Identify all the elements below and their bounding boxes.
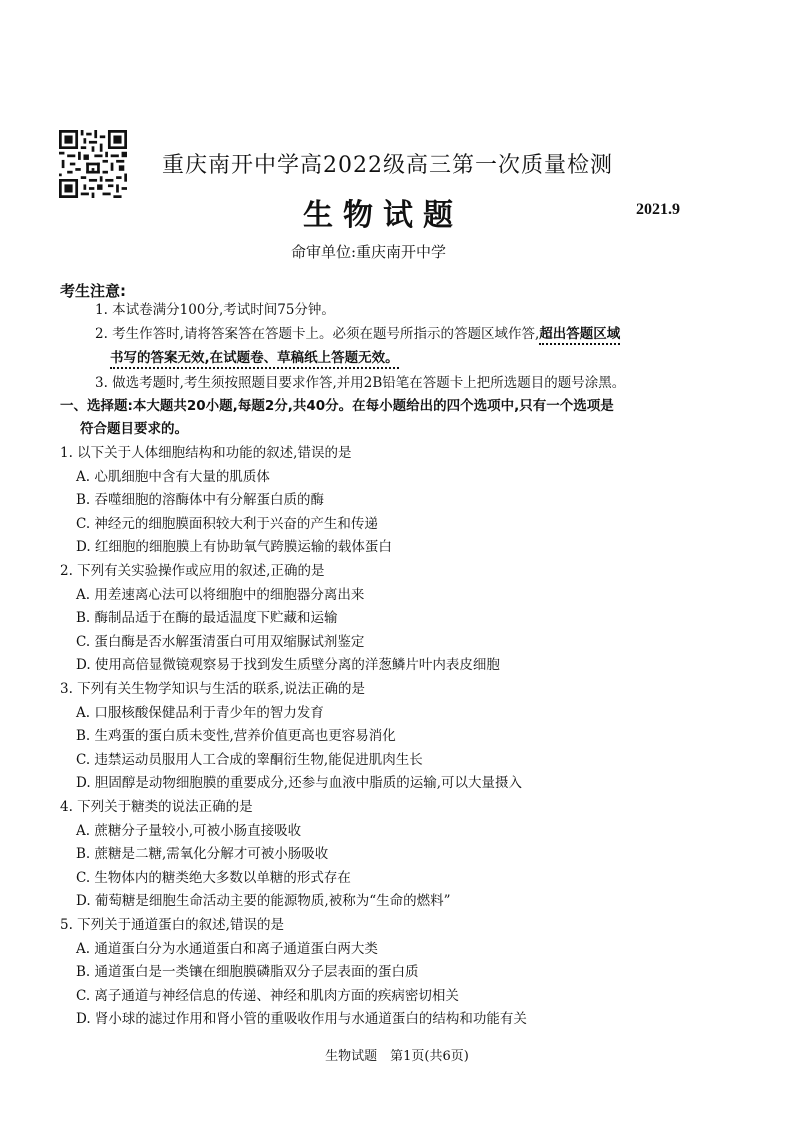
question-option: C. 离子通道与神经信息的传递、神经和肌肉方面的疾病密切相关 <box>76 988 459 1004</box>
section-instruction: 一、选择题:本大题共20小题,每题2分,共40分。在每小题给出的四个选项中,只有一个选项是 <box>60 398 614 414</box>
notice-item-2-emphasis: 超出答题区域 <box>539 326 620 345</box>
question-option: B. 生鸡蛋的蛋白质未变性,营养价值更高也更容易消化 <box>76 728 396 744</box>
question-option: B. 通道蛋白是一类镶在细胞膜磷脂双分子层表面的蛋白质 <box>76 964 419 980</box>
question-option: B. 吞噬细胞的溶酶体中有分解蛋白质的酶 <box>76 492 325 508</box>
question-option: D. 胆固醇是动物细胞膜的重要成分,还参与血液中脂质的运输,可以大量摄入 <box>76 775 523 791</box>
notice-item-3: 3. 做选考题时,考生须按照题目要求作答,并用2B铅笔在答题卡上把所选题目的题号涂黑。 <box>95 375 626 391</box>
author-unit: 命审单位:重庆南开中学 <box>291 243 447 261</box>
question-option: C. 蛋白酶是否水解蛋清蛋白可用双缩脲试剂鉴定 <box>76 634 365 650</box>
question-stem: 3. 下列有关生物学知识与生活的联系,说法正确的是 <box>60 681 365 697</box>
notice-item-2 <box>95 328 620 342</box>
question-option: D. 红细胞的细胞膜上有协助氧气跨膜运输的载体蛋白 <box>76 539 392 555</box>
question-option: B. 蔗糖是二糖,需氧化分解才可被小肠吸收 <box>76 846 329 862</box>
notice-item-1: 1. 本试卷满分100分,考试时间75分钟。 <box>95 302 335 318</box>
question-option: C. 生物体内的糖类绝大多数以单糖的形式存在 <box>76 870 351 886</box>
question-option: B. 酶制品适于在酶的最适温度下贮藏和运输 <box>76 610 338 626</box>
page-footer: 生物试题 第1页(共6页) <box>325 1049 469 1064</box>
question-option: A. 蔗糖分子量较小,可被小肠直接吸收 <box>76 823 302 839</box>
question-option: A. 用差速离心法可以将细胞中的细胞器分离出来 <box>76 587 365 603</box>
qr-code <box>59 130 127 198</box>
question-stem: 1. 以下关于人体细胞结构和功能的叙述,错误的是 <box>60 445 352 461</box>
notice-item-2-text: 2. 考生作答时,请将答案答在答题卡上。必须在题号所指示的答题区域作答, <box>95 326 540 342</box>
question-option: A. 口服核酸保健品利于青少年的智力发育 <box>76 705 324 721</box>
question-option: C. 违禁运动员服用人工合成的睾酮衍生物,能促进肌肉生长 <box>76 752 423 768</box>
question-option: C. 神经元的细胞膜面积较大利于兴奋的产生和传递 <box>76 516 378 532</box>
question-stem: 4. 下列关于糖类的说法正确的是 <box>60 799 253 815</box>
subject-title: 生物试题 <box>303 198 463 233</box>
notice-item-2-cont <box>110 352 399 366</box>
notice-item-2-emphasis-cont: 书写的答案无效,在试题卷、草稿纸上答题无效。 <box>110 350 399 369</box>
section-instruction-cont: 符合题目要求的。 <box>80 421 188 437</box>
question-option: D. 葡萄糖是细胞生命活动主要的能源物质,被称为“生命的燃料” <box>76 893 451 909</box>
exam-date: 2021.9 <box>636 201 680 218</box>
question-stem: 5. 下列关于通道蛋白的叙述,错误的是 <box>60 917 284 933</box>
question-option: D. 肾小球的滤过作用和肾小管的重吸收作用与水通道蛋白的结构和功能有关 <box>76 1011 527 1027</box>
notice-heading: 考生注意: <box>60 282 126 300</box>
question-stem: 2. 下列有关实验操作或应用的叙述,正确的是 <box>60 563 325 579</box>
question-option: A. 心肌细胞中含有大量的肌质体 <box>76 469 270 485</box>
question-option: D. 使用高倍显微镜观察易于找到发生质壁分离的洋葱鳞片叶内表皮细胞 <box>76 657 500 673</box>
question-option: A. 通道蛋白分为水通道蛋白和离子通道蛋白两大类 <box>76 941 378 957</box>
school-exam-title: 重庆南开中学高2022级高三第一次质量检测 <box>162 153 613 178</box>
